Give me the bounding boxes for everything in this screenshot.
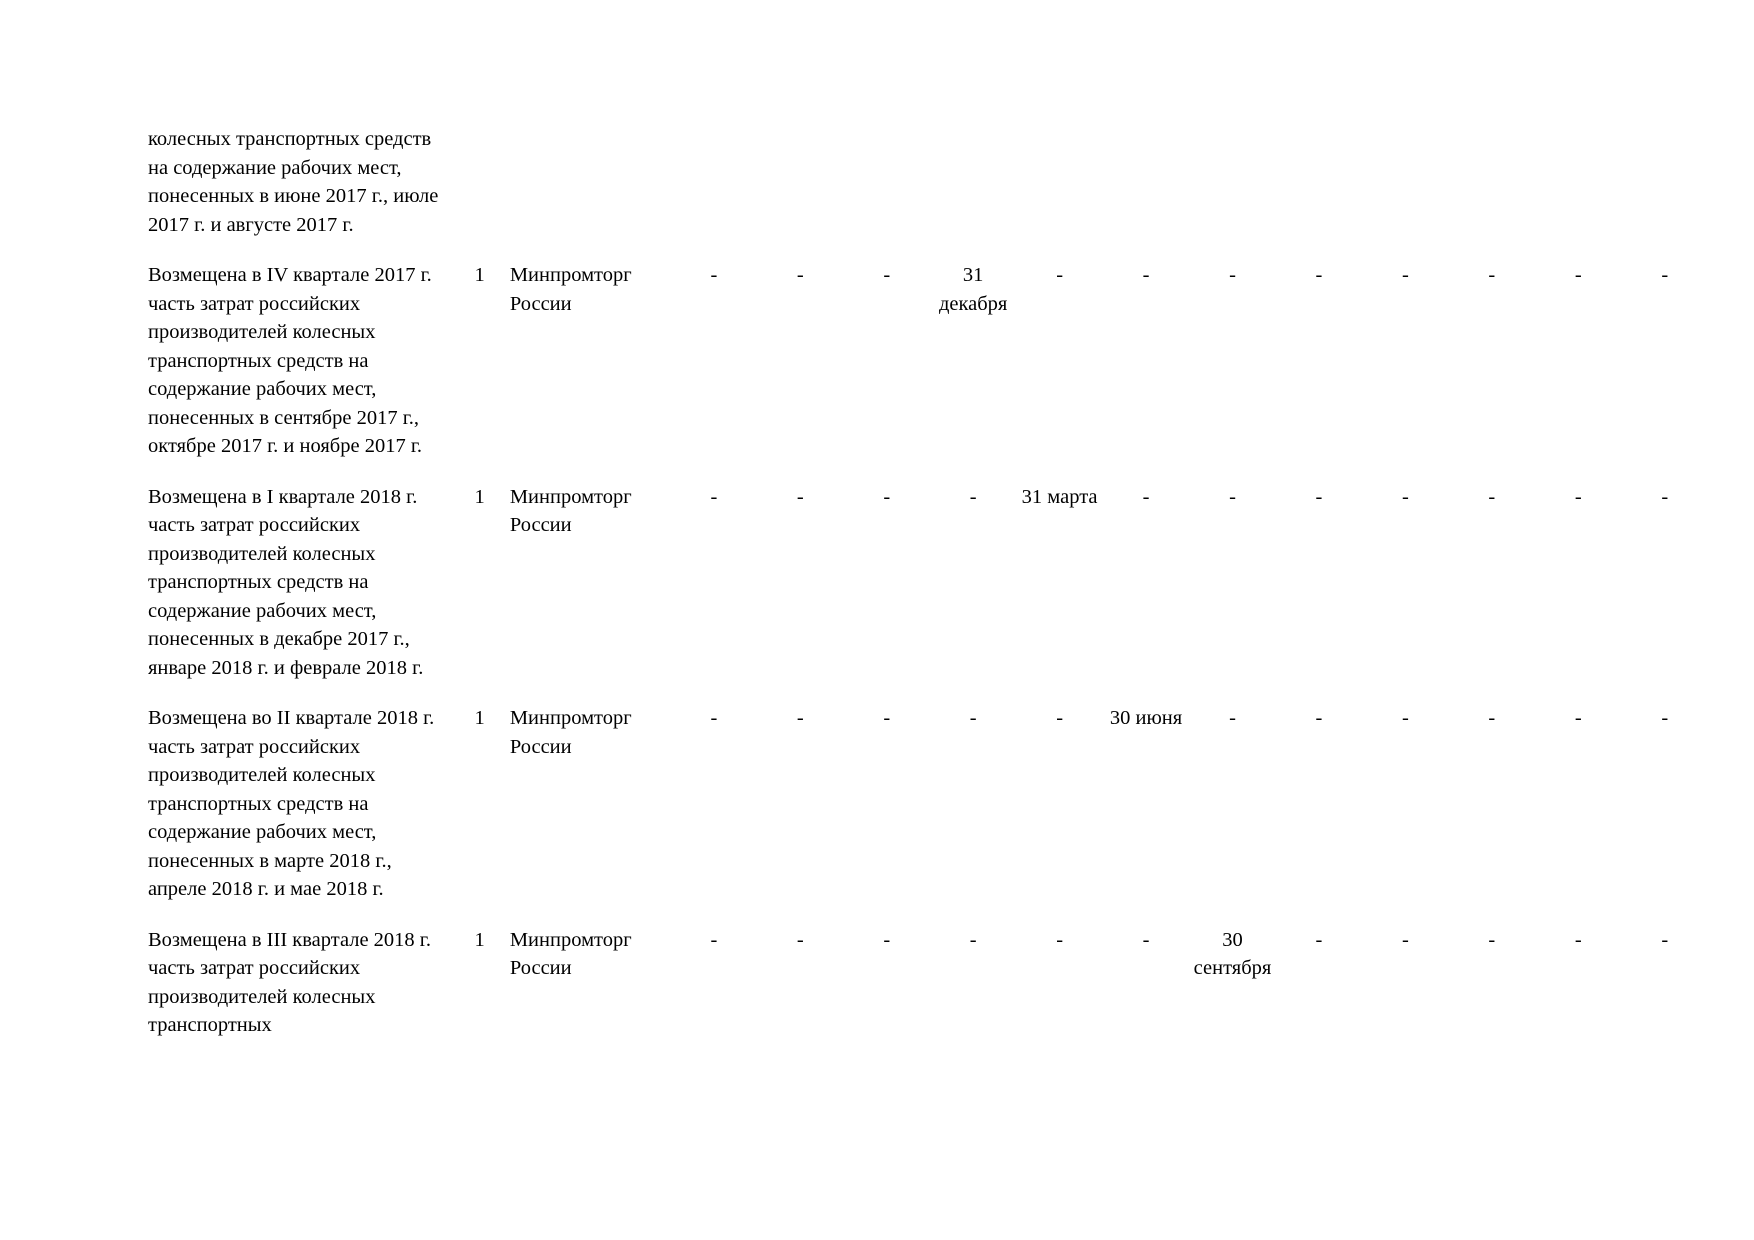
row-cell: - xyxy=(1142,485,1150,508)
table-body xyxy=(148,125,1708,1040)
row-cell: - xyxy=(883,707,891,729)
row-description: Возмещена в III квартале 2018 г. часть затрат российских производителей колесных транспортных xyxy=(148,928,432,1036)
table-row xyxy=(148,926,1708,1040)
row-cell: - xyxy=(1229,707,1236,729)
row-gap xyxy=(148,682,1708,704)
row-cell: - xyxy=(1488,485,1496,508)
row-date-cell: 31 декабря xyxy=(938,264,1008,315)
row-number: 1 xyxy=(474,928,485,951)
row-cell: - xyxy=(1401,264,1409,286)
row-cell: - xyxy=(1401,485,1409,508)
row-description: Возмещена в IV квартале 2017 г. часть затрат российских производителей колесных транспортных средств на содержание рабочих мест, понесенных в сентябре 2017 г., октябре 2017 г. и ноябре 2017 г. xyxy=(148,264,432,457)
row-gap xyxy=(148,904,1708,926)
row-gap-cell xyxy=(148,904,1708,926)
row-cell xyxy=(844,125,930,239)
row-cell: - xyxy=(796,485,804,508)
row-number: 1 xyxy=(474,264,485,286)
row-cell: - xyxy=(710,707,718,729)
row-cell xyxy=(1189,125,1275,239)
row-description: Возмещена во II квартале 2018 г. часть затрат российских производителей колесных транспортных средств на содержание рабочих мест, понесенных в марте 2018 г., апреле 2018 г. и мае 2018 г. xyxy=(148,707,435,900)
row-organization: Минпромторг России xyxy=(509,485,632,536)
row-gap-cell xyxy=(148,461,1708,483)
table-row xyxy=(148,483,1708,683)
row-cell: - xyxy=(1229,264,1236,286)
row-cell: - xyxy=(796,928,804,951)
row-cell: - xyxy=(969,707,977,729)
row-gap-cell xyxy=(148,682,1708,704)
row-cell: - xyxy=(1661,485,1669,508)
row-cell: - xyxy=(1056,928,1064,951)
row-number: 1 xyxy=(474,485,485,508)
table-row xyxy=(148,704,1708,904)
row-date-cell: 31 марта xyxy=(1021,485,1098,508)
row-cell xyxy=(1103,125,1189,239)
row-cell: - xyxy=(969,928,977,951)
row-cell: - xyxy=(710,485,718,508)
row-cell xyxy=(1535,125,1621,239)
row-number: 1 xyxy=(474,707,485,729)
row-cell xyxy=(1621,125,1708,239)
row-cell: - xyxy=(1661,264,1669,286)
row-cell: - xyxy=(710,264,718,286)
row-organization: Минпромторг России xyxy=(509,264,632,315)
row-cell: - xyxy=(1574,264,1582,286)
row-organization: Минпромторг России xyxy=(509,928,632,979)
row-organization: Минпромторг России xyxy=(509,707,632,758)
row-cell: - xyxy=(883,928,891,951)
row-description: колесных транспортных средств на содержание рабочих мест, понесенных в июне 2017 г., июле 2017 г. и августе 2017 г. xyxy=(148,128,439,236)
row-cell xyxy=(1276,125,1362,239)
row-gap-cell xyxy=(148,239,1708,261)
row-cell: - xyxy=(969,485,977,508)
row-cell: - xyxy=(1661,928,1669,951)
row-gap xyxy=(148,461,1708,483)
row-cell: - xyxy=(1142,264,1150,286)
row-cell xyxy=(1016,125,1102,239)
row-cell xyxy=(1362,125,1448,239)
row-cell: - xyxy=(796,707,804,729)
row-cell: - xyxy=(1574,928,1582,951)
row-cell: - xyxy=(1142,928,1150,951)
row-description: Возмещена в I квартале 2018 г. часть затрат российских производителей колесных транспортных средств на содержание рабочих мест, понесенных в декабре 2017 г., январе 2018 г. и феврале 2018 г. xyxy=(148,485,424,679)
row-cell: - xyxy=(1574,485,1582,508)
row-cell xyxy=(671,125,757,239)
row-cell: - xyxy=(1315,264,1323,286)
row-cell: - xyxy=(1315,485,1323,508)
row-cell: - xyxy=(1056,707,1064,729)
row-number xyxy=(450,125,510,239)
row-organization xyxy=(510,125,671,239)
row-cell: - xyxy=(1488,264,1496,286)
row-cell: - xyxy=(1488,707,1496,729)
table-row xyxy=(148,125,1708,239)
row-cell: - xyxy=(883,264,891,286)
row-cell: - xyxy=(1401,928,1409,951)
row-date-cell: 30 июня xyxy=(1109,707,1183,729)
row-cell xyxy=(757,125,843,239)
table-row xyxy=(148,261,1708,461)
subsidy-table xyxy=(148,125,1708,1040)
row-cell: - xyxy=(1056,264,1064,286)
row-cell xyxy=(1449,125,1535,239)
row-cell: - xyxy=(1401,707,1409,729)
row-cell: - xyxy=(1315,928,1323,951)
row-cell: - xyxy=(1315,707,1323,729)
row-cell xyxy=(930,125,1016,239)
row-cell: - xyxy=(1574,707,1582,729)
row-cell: - xyxy=(796,264,804,286)
row-cell: - xyxy=(710,928,718,951)
row-date-cell: 30 сентября xyxy=(1193,928,1272,979)
row-gap xyxy=(148,239,1708,261)
row-cell: - xyxy=(1661,707,1669,729)
row-cell: - xyxy=(883,485,891,508)
row-cell: - xyxy=(1229,485,1236,508)
row-cell: - xyxy=(1488,928,1496,951)
